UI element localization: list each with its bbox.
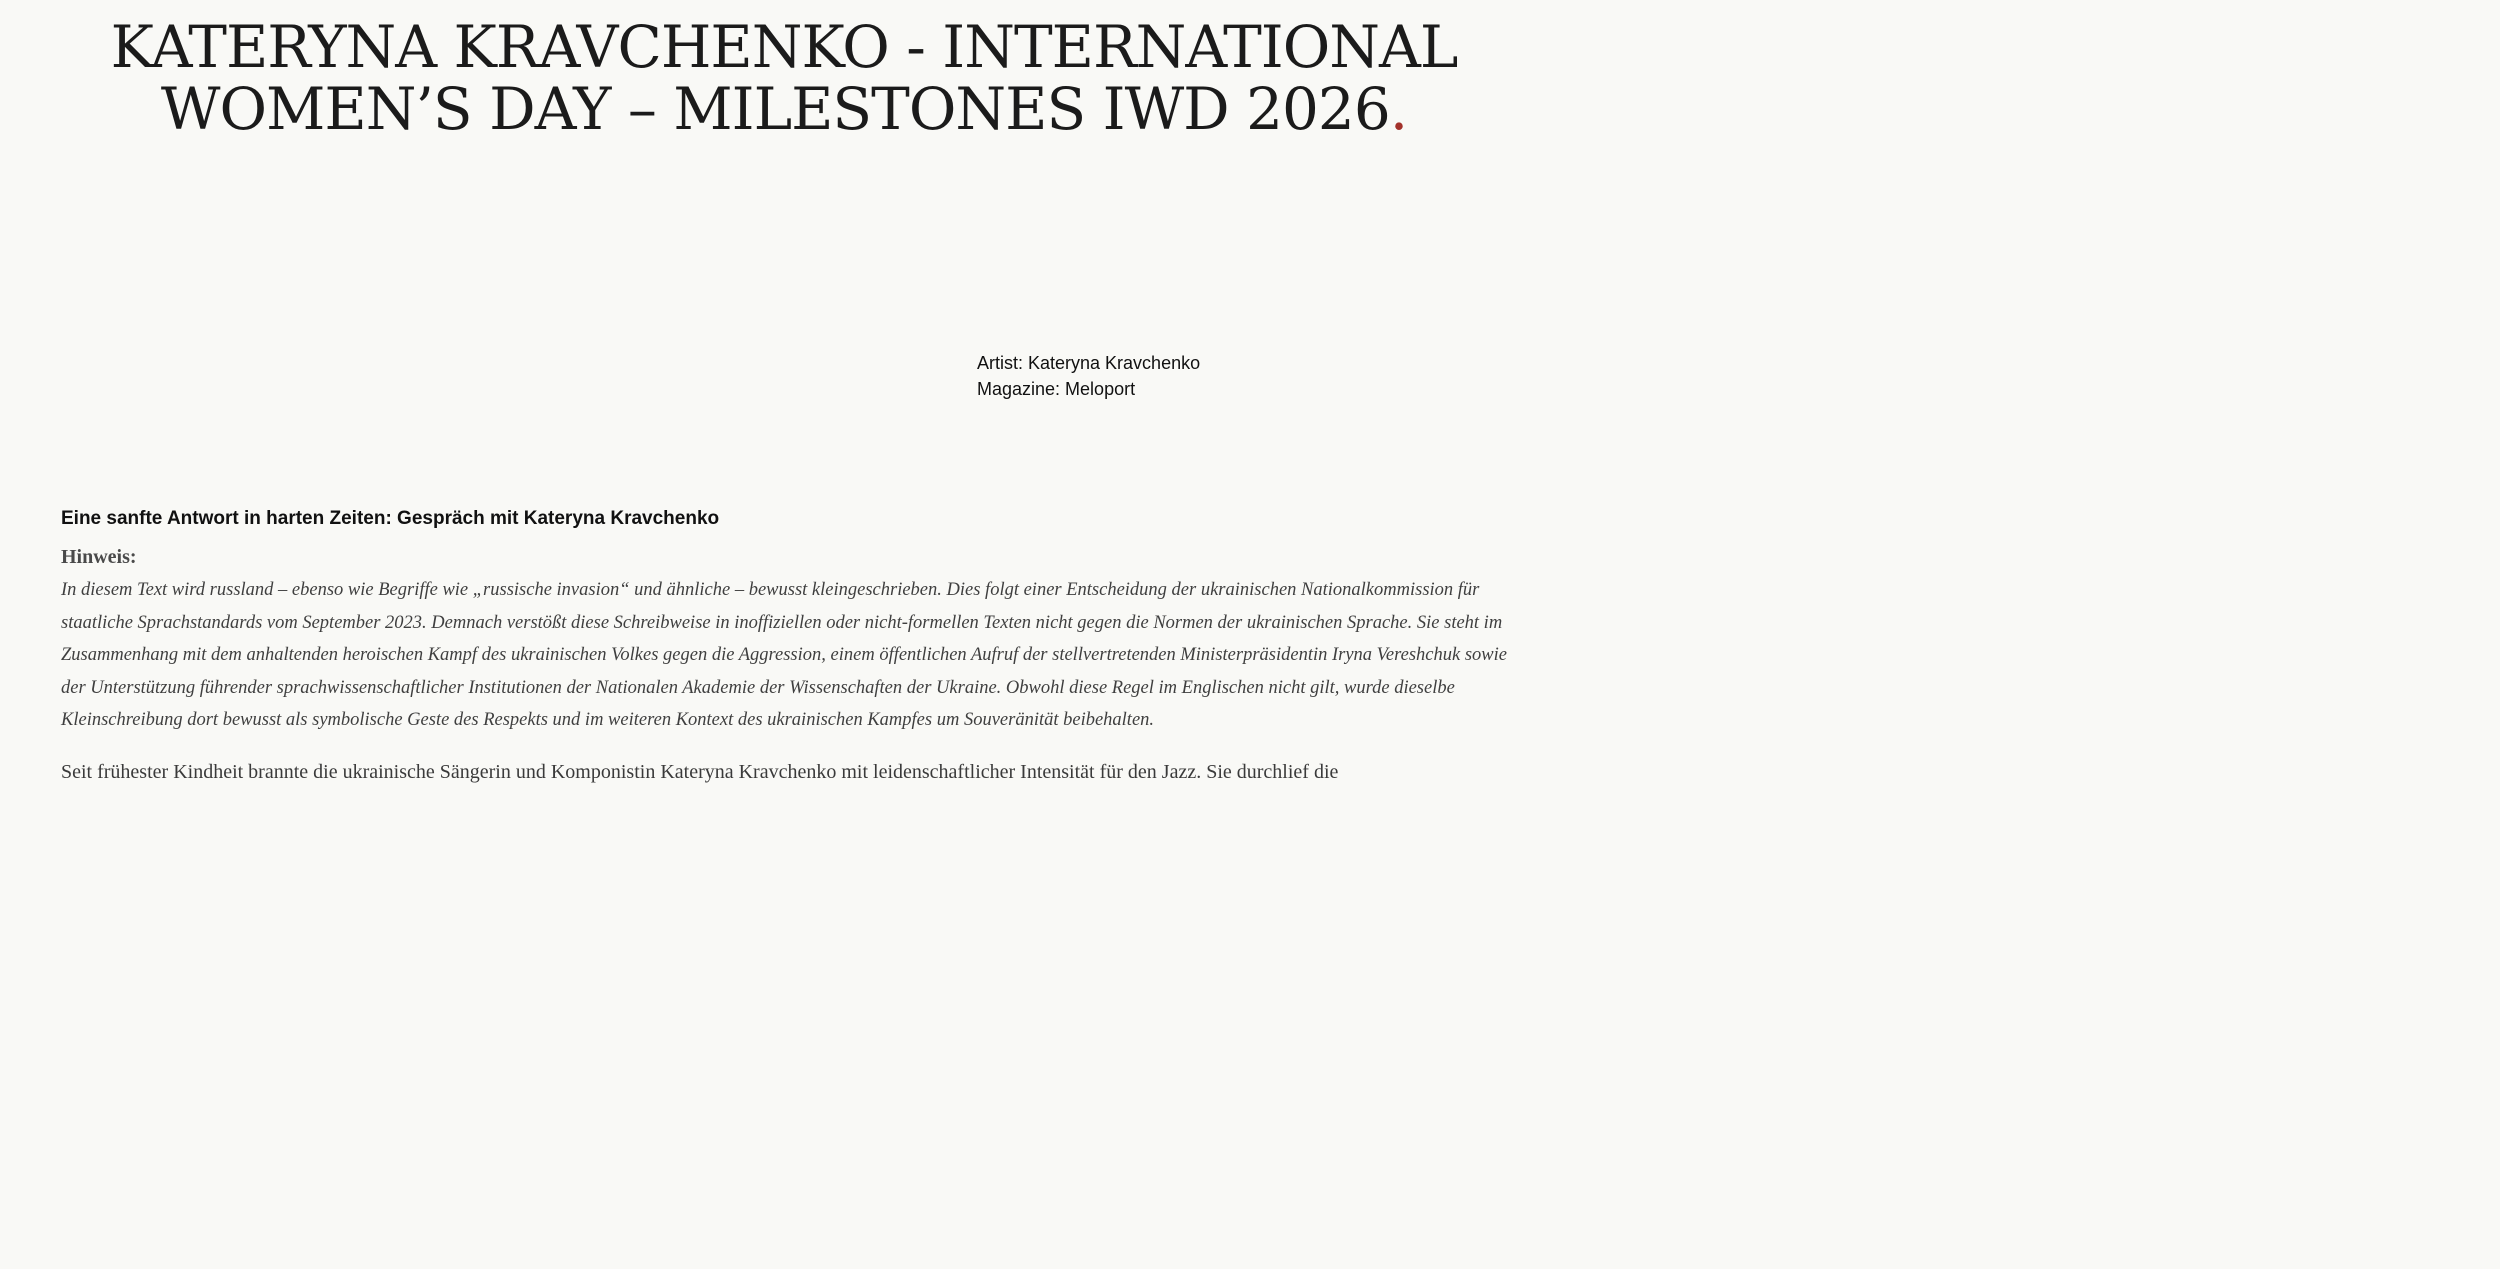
article-content	[61, 506, 1511, 789]
article-subtitle: Eine sanfte Antwort in harten Zeiten: Gespräch mit Kateryna Kravchenko	[61, 508, 720, 529]
article-body-text: Seit frühester Kindheit brannte die ukrainische Sängerin und Komponistin Kateryna Kravchenko mit leidenschaftlicher Intensität für den Jazz. Sie durchlief die	[61, 760, 1339, 783]
page-title-dot: .	[1389, 75, 1408, 143]
page-title	[0, 13, 1568, 143]
note-heading: Hinweis:	[61, 546, 137, 568]
credits	[977, 350, 1200, 402]
credit-magazine: Magazine: Meloport	[977, 379, 1136, 399]
page-title-text: KATERYNA KRAVCHENKO - INTERNATIONAL WOMEN’S DAY – MILESTONES IWD 2026	[110, 13, 1458, 143]
note-body: In diesem Text wird russland – ebenso wie Begriffe wie „russische invasion“ und ähnliche – bewusst kleingeschrieben. Dies folgt einer Entscheidung der ukrainischen Nationalkommission für staatliche Sprachstandards vom September 2023. Demnach verstößt diese Schreibweise in inoffiziellen oder nicht-formellen Texten nicht gegen die Normen der ukrainischen Sprache. Sie steht im Zusammenhang mit dem anhaltenden heroischen Kampf des ukrainischen Volkes gegen die Aggression, einem öffentlichen Aufruf der stellvertretenden Ministerpräsidentin Iryna Vereshchuk sowie der Unterstützung führender sprachwissenschaftlicher Institutionen der Nationalen Akademie der Wissenschaften der Ukraine. Obwohl diese Regel im Englischen nicht gilt, wurde dieselbe Kleinschreibung dort bewusst als symbolische Geste des Respekts und im weiteren Kontext des ukrainischen Kampfes um Souveränität beibehalten.	[61, 580, 1507, 730]
credit-artist: Artist: Kateryna Kravchenko	[977, 353, 1201, 373]
